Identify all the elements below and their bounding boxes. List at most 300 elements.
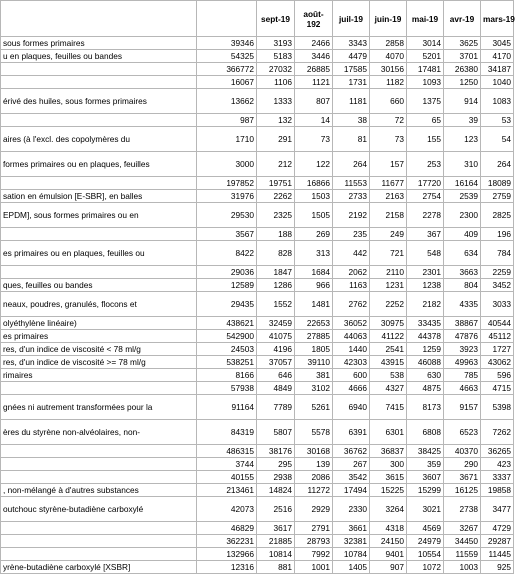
row-value: 381 [295, 369, 333, 382]
row-value: 1001 [295, 561, 333, 574]
table-row [1, 152, 514, 177]
row-value: 3033 [481, 292, 514, 317]
row-value: 30975 [370, 317, 407, 330]
row-value: 4729 [481, 522, 514, 535]
table-row [1, 522, 514, 535]
row-value: 2541 [370, 343, 407, 356]
row-description [1, 535, 197, 548]
row-value: 157 [370, 152, 407, 177]
row-value: 1106 [257, 76, 295, 89]
row-value: 2858 [370, 37, 407, 50]
row-value: 3267 [444, 522, 481, 535]
row-value: 2192 [333, 203, 370, 228]
row-value: 235 [333, 228, 370, 241]
row-value: 1552 [257, 292, 295, 317]
row-value: 9401 [370, 548, 407, 561]
row-description: outchouc styrène-butadiène carboxylé [1, 497, 197, 522]
row-value: 37057 [257, 356, 295, 369]
row-value: 132 [257, 114, 295, 127]
row-value: 42303 [333, 356, 370, 369]
row-value: 3625 [444, 37, 481, 50]
row-value: 11553 [333, 177, 370, 190]
row-value: 2252 [370, 292, 407, 317]
row-description: es primaires [1, 330, 197, 343]
row-value: 34450 [444, 535, 481, 548]
row-total: 3567 [197, 228, 257, 241]
row-value: 5201 [407, 50, 444, 63]
row-value: 1731 [333, 76, 370, 89]
row-value: 5578 [295, 420, 333, 445]
row-value: 9157 [444, 395, 481, 420]
row-value: 26380 [444, 63, 481, 76]
table-row [1, 177, 514, 190]
row-total: 213461 [197, 484, 257, 497]
table-row [1, 356, 514, 369]
row-value: 18089 [481, 177, 514, 190]
row-value: 39110 [295, 356, 333, 369]
table-row [1, 471, 514, 484]
row-total: 3000 [197, 152, 257, 177]
header-cell-mars-19: mars-19 [481, 1, 514, 37]
row-value: 44378 [407, 330, 444, 343]
row-value: 423 [481, 458, 514, 471]
row-value: 785 [444, 369, 481, 382]
row-value: 41122 [370, 330, 407, 343]
table-row [1, 228, 514, 241]
row-value: 19858 [481, 484, 514, 497]
row-value: 17585 [333, 63, 370, 76]
table-row [1, 37, 514, 50]
row-value: 45112 [481, 330, 514, 343]
row-value: 21885 [257, 535, 295, 548]
row-value: 7992 [295, 548, 333, 561]
row-value: 804 [444, 279, 481, 292]
row-value: 1250 [444, 76, 481, 89]
table-row [1, 548, 514, 561]
row-value: 548 [407, 241, 444, 266]
row-value: 139 [295, 458, 333, 471]
header-cell-sept-19: sept-19 [257, 1, 295, 37]
row-value: 2163 [370, 190, 407, 203]
row-value: 721 [370, 241, 407, 266]
row-value: 8173 [407, 395, 444, 420]
row-value: 3193 [257, 37, 295, 50]
row-value: 39 [444, 114, 481, 127]
table-row [1, 50, 514, 63]
table-row [1, 190, 514, 203]
row-description: EPDM], sous formes primaires ou en [1, 203, 197, 228]
row-value: 1003 [444, 561, 481, 574]
row-value: 2086 [295, 471, 333, 484]
row-value: 291 [257, 127, 295, 152]
row-value: 17481 [407, 63, 444, 76]
row-value: 4318 [370, 522, 407, 535]
row-value: 600 [333, 369, 370, 382]
row-description [1, 522, 197, 535]
row-total: 46829 [197, 522, 257, 535]
row-description: formes primaires ou en plaques, feuilles [1, 152, 197, 177]
row-value: 11559 [444, 548, 481, 561]
row-value: 2516 [257, 497, 295, 522]
row-value: 30156 [370, 63, 407, 76]
table-row [1, 279, 514, 292]
row-value: 3617 [257, 522, 295, 535]
row-value: 14824 [257, 484, 295, 497]
table-row [1, 420, 514, 445]
row-total: 54325 [197, 50, 257, 63]
row-value: 359 [407, 458, 444, 471]
table-row [1, 203, 514, 228]
row-value: 630 [407, 369, 444, 382]
row-value: 7415 [370, 395, 407, 420]
row-value: 36052 [333, 317, 370, 330]
row-value: 784 [481, 241, 514, 266]
row-value: 11677 [370, 177, 407, 190]
row-value: 4327 [370, 382, 407, 395]
row-value: 1259 [407, 343, 444, 356]
row-value: 16164 [444, 177, 481, 190]
row-value: 828 [257, 241, 295, 266]
row-value: 596 [481, 369, 514, 382]
row-value: 5807 [257, 420, 295, 445]
row-description: yrène-butadiène carboxylé [XSBR] [1, 561, 197, 574]
row-description [1, 548, 197, 561]
row-description: olyéthylène linéaire) [1, 317, 197, 330]
header-cell-desc [1, 1, 197, 37]
row-value: 46088 [407, 356, 444, 369]
table-row [1, 395, 514, 420]
row-description [1, 471, 197, 484]
row-total: 40155 [197, 471, 257, 484]
row-value: 1481 [295, 292, 333, 317]
row-value: 2466 [295, 37, 333, 50]
row-value: 10554 [407, 548, 444, 561]
header-cell-mai-19: mai-19 [407, 1, 444, 37]
row-value: 11445 [481, 548, 514, 561]
row-value: 4335 [444, 292, 481, 317]
row-value: 409 [444, 228, 481, 241]
row-value: 15299 [407, 484, 444, 497]
row-value: 1405 [333, 561, 370, 574]
row-description [1, 382, 197, 395]
row-value: 966 [295, 279, 333, 292]
row-value: 1083 [481, 89, 514, 114]
row-value: 123 [444, 127, 481, 152]
row-value: 4849 [257, 382, 295, 395]
row-description: gnées ni autrement transformées pour la [1, 395, 197, 420]
row-value: 367 [407, 228, 444, 241]
row-value: 54 [481, 127, 514, 152]
row-value: 7262 [481, 420, 514, 445]
row-value: 4875 [407, 382, 444, 395]
row-value: 36762 [333, 445, 370, 458]
row-value: 73 [370, 127, 407, 152]
row-value: 29287 [481, 535, 514, 548]
row-value: 1231 [370, 279, 407, 292]
row-value: 2262 [257, 190, 295, 203]
table-row [1, 458, 514, 471]
table-row [1, 127, 514, 152]
row-total: 42073 [197, 497, 257, 522]
row-value: 3045 [481, 37, 514, 50]
row-description: res, d'un indice de viscosité < 78 ml/g [1, 343, 197, 356]
row-value: 4715 [481, 382, 514, 395]
row-total: 542900 [197, 330, 257, 343]
row-total: 438621 [197, 317, 257, 330]
row-value: 807 [295, 89, 333, 114]
row-value: 32381 [333, 535, 370, 548]
row-total: 31976 [197, 190, 257, 203]
header-cell-avr-19: avr-19 [444, 1, 481, 37]
row-value: 24150 [370, 535, 407, 548]
row-value: 1238 [407, 279, 444, 292]
row-value: 538 [370, 369, 407, 382]
row-value: 2182 [407, 292, 444, 317]
row-value: 3021 [407, 497, 444, 522]
row-value: 73 [295, 127, 333, 152]
row-value: 3343 [333, 37, 370, 50]
row-total: 8166 [197, 369, 257, 382]
row-total: 84319 [197, 420, 257, 445]
row-value: 6301 [370, 420, 407, 445]
row-value: 2754 [407, 190, 444, 203]
row-value: 212 [257, 152, 295, 177]
row-value: 1503 [295, 190, 333, 203]
row-total: 1710 [197, 127, 257, 152]
table-row [1, 343, 514, 356]
row-value: 19751 [257, 177, 295, 190]
row-total: 91164 [197, 395, 257, 420]
row-description: ères du styrène non-alvéolaires, non- [1, 420, 197, 445]
row-total: 132966 [197, 548, 257, 561]
row-description [1, 445, 197, 458]
row-value: 264 [481, 152, 514, 177]
row-value: 2759 [481, 190, 514, 203]
row-value: 36837 [370, 445, 407, 458]
row-total: 8422 [197, 241, 257, 266]
row-value: 2300 [444, 203, 481, 228]
row-value: 47876 [444, 330, 481, 343]
row-value: 269 [295, 228, 333, 241]
row-value: 2825 [481, 203, 514, 228]
row-value: 264 [333, 152, 370, 177]
row-total: 366772 [197, 63, 257, 76]
row-total: 538251 [197, 356, 257, 369]
row-value: 925 [481, 561, 514, 574]
row-value: 1375 [407, 89, 444, 114]
header-cell-juil-19: juil-19 [333, 1, 370, 37]
row-value: 646 [257, 369, 295, 382]
row-value: 1163 [333, 279, 370, 292]
row-value: 32459 [257, 317, 295, 330]
row-value: 290 [444, 458, 481, 471]
row-value: 1182 [370, 76, 407, 89]
row-value: 4070 [370, 50, 407, 63]
row-value: 3102 [295, 382, 333, 395]
row-value: 2158 [370, 203, 407, 228]
row-value: 188 [257, 228, 295, 241]
table-row [1, 497, 514, 522]
row-description [1, 177, 197, 190]
row-value: 310 [444, 152, 481, 177]
row-value: 914 [444, 89, 481, 114]
row-value: 3671 [444, 471, 481, 484]
row-value: 2929 [295, 497, 333, 522]
row-value: 253 [407, 152, 444, 177]
row-value: 1072 [407, 561, 444, 574]
row-value: 1181 [333, 89, 370, 114]
row-value: 44063 [333, 330, 370, 343]
row-total: 362231 [197, 535, 257, 548]
row-value: 16125 [444, 484, 481, 497]
table-row [1, 114, 514, 127]
row-value: 10814 [257, 548, 295, 561]
row-value: 300 [370, 458, 407, 471]
row-value: 15225 [370, 484, 407, 497]
row-value: 1440 [333, 343, 370, 356]
row-value: 249 [370, 228, 407, 241]
row-value: 2738 [444, 497, 481, 522]
row-description: u en plaques, feuilles ou bandes [1, 50, 197, 63]
row-value: 36265 [481, 445, 514, 458]
row-description [1, 63, 197, 76]
row-value: 22653 [295, 317, 333, 330]
row-total: 39346 [197, 37, 257, 50]
row-value: 24979 [407, 535, 444, 548]
row-value: 3337 [481, 471, 514, 484]
row-value: 3477 [481, 497, 514, 522]
row-total: 29036 [197, 266, 257, 279]
row-value: 3923 [444, 343, 481, 356]
row-value: 2278 [407, 203, 444, 228]
row-value: 14 [295, 114, 333, 127]
row-description: es primaires ou en plaques, feuilles ou [1, 241, 197, 266]
row-value: 38176 [257, 445, 295, 458]
row-description: res, d'un indice de viscosité >= 78 ml/g [1, 356, 197, 369]
row-value: 28793 [295, 535, 333, 548]
row-value: 6391 [333, 420, 370, 445]
row-value: 660 [370, 89, 407, 114]
row-value: 4663 [444, 382, 481, 395]
row-description [1, 114, 197, 127]
row-value: 5261 [295, 395, 333, 420]
row-total: 57938 [197, 382, 257, 395]
row-value: 27032 [257, 63, 295, 76]
row-description [1, 76, 197, 89]
row-value: 34187 [481, 63, 514, 76]
row-value: 1805 [295, 343, 333, 356]
row-value: 3264 [370, 497, 407, 522]
row-value: 6523 [444, 420, 481, 445]
row-value: 38425 [407, 445, 444, 458]
row-value: 33435 [407, 317, 444, 330]
row-value: 2110 [370, 266, 407, 279]
row-value: 2762 [333, 292, 370, 317]
row-value: 40544 [481, 317, 514, 330]
row-value: 155 [407, 127, 444, 152]
row-value: 4666 [333, 382, 370, 395]
row-value: 907 [370, 561, 407, 574]
row-value: 81 [333, 127, 370, 152]
row-value: 1505 [295, 203, 333, 228]
row-value: 2259 [481, 266, 514, 279]
row-total: 29435 [197, 292, 257, 317]
row-value: 43062 [481, 356, 514, 369]
table-row [1, 89, 514, 114]
row-value: 17720 [407, 177, 444, 190]
row-value: 4170 [481, 50, 514, 63]
row-value: 4569 [407, 522, 444, 535]
row-total: 3744 [197, 458, 257, 471]
table-row [1, 535, 514, 548]
row-value: 38 [333, 114, 370, 127]
row-value: 3615 [370, 471, 407, 484]
table-row [1, 76, 514, 89]
row-value: 2062 [333, 266, 370, 279]
row-value: 1093 [407, 76, 444, 89]
row-value: 7789 [257, 395, 295, 420]
row-total: 987 [197, 114, 257, 127]
row-value: 16866 [295, 177, 333, 190]
row-value: 2938 [257, 471, 295, 484]
header-cell-juin-19: juin-19 [370, 1, 407, 37]
row-total: 29530 [197, 203, 257, 228]
row-value: 313 [295, 241, 333, 266]
row-description: érivé des huiles, sous formes primaires [1, 89, 197, 114]
row-value: 2301 [407, 266, 444, 279]
row-value: 3446 [295, 50, 333, 63]
row-value: 2733 [333, 190, 370, 203]
table-row [1, 330, 514, 343]
row-value: 4479 [333, 50, 370, 63]
row-value: 196 [481, 228, 514, 241]
row-value: 442 [333, 241, 370, 266]
row-value: 122 [295, 152, 333, 177]
row-value: 40370 [444, 445, 481, 458]
row-description [1, 228, 197, 241]
row-total: 12316 [197, 561, 257, 574]
table-row [1, 445, 514, 458]
row-value: 26885 [295, 63, 333, 76]
row-total: 12589 [197, 279, 257, 292]
header-row [1, 1, 514, 37]
row-value: 10784 [333, 548, 370, 561]
row-value: 1727 [481, 343, 514, 356]
table-row [1, 241, 514, 266]
row-value: 295 [257, 458, 295, 471]
row-value: 1847 [257, 266, 295, 279]
row-value: 1684 [295, 266, 333, 279]
row-description: , non-mélangé à d'autres substances [1, 484, 197, 497]
row-description: aires (à l'excl. des copolymères du [1, 127, 197, 152]
row-value: 2325 [257, 203, 295, 228]
row-value: 6808 [407, 420, 444, 445]
table-row [1, 266, 514, 279]
row-value: 2330 [333, 497, 370, 522]
row-value: 5183 [257, 50, 295, 63]
row-value: 3452 [481, 279, 514, 292]
row-value: 2791 [295, 522, 333, 535]
row-total: 486315 [197, 445, 257, 458]
table-row [1, 292, 514, 317]
row-value: 6940 [333, 395, 370, 420]
row-description: ques, feuilles ou bandes [1, 279, 197, 292]
row-description: neaux, poudres, granulés, flocons et [1, 292, 197, 317]
row-value: 53 [481, 114, 514, 127]
row-value: 4196 [257, 343, 295, 356]
row-value: 17494 [333, 484, 370, 497]
table-row [1, 317, 514, 330]
